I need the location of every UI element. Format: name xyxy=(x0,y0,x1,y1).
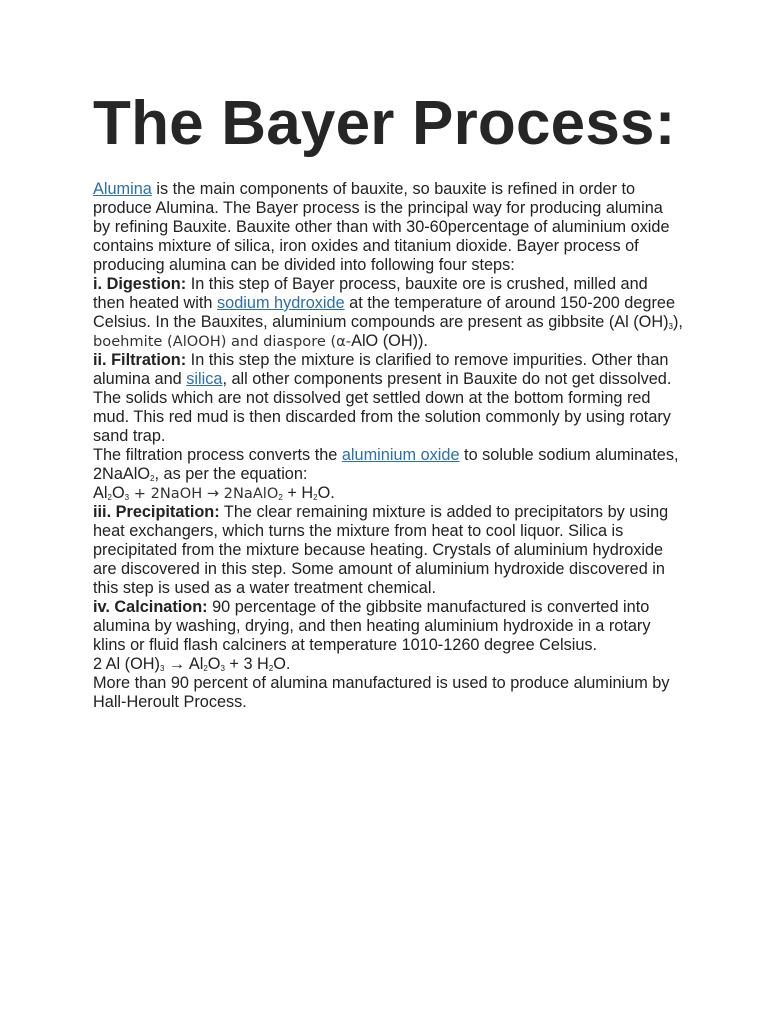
digestion-text-2: at the temperature of around 150-200 degree Celsius. In the Bauxites, aluminium compounds are present as gibbsite (Al (OH) xyxy=(93,294,676,331)
sodium-hydroxide-link[interactable]: sodium hydroxide xyxy=(217,294,345,312)
eq2-part-b-mid: O xyxy=(207,655,221,673)
digestion-text-1: In this step of Bayer process, bauxite ore is crushed, milled and then heated with xyxy=(93,275,648,312)
digestion-paragraph xyxy=(93,275,683,351)
intro-text: is the main components of bauxite, so bauxite is refined in order to produce Alumina. The Bayer process is the principal way for producing alumina by refining Bauxite. Bauxite other than with 30-60percentage of aluminium oxide contains mixture of silica, iron oxides and titanium dioxide. Bayer process of producing alumina can be divided into following four steps: xyxy=(93,180,670,274)
calcination-paragraph xyxy=(93,598,683,655)
digestion-text-3: ), xyxy=(672,313,683,331)
digestion-subscript: 3 xyxy=(668,322,673,331)
conversion-text-3: , as per the equation: xyxy=(154,465,308,483)
digestion-text-5: AlO (OH)). xyxy=(351,332,428,350)
document-body xyxy=(93,180,683,712)
eq1-sub-2: 3 xyxy=(124,493,130,502)
page-title: The Bayer Process: xyxy=(93,89,676,158)
calcination-text: 90 percentage of the gibbsite manufactured is converted into alumina by washing, drying, and then heating aluminium hydroxide in a rotary klins or fluid flash calciners at temperature 1010-1260 degree Celsius. xyxy=(93,598,651,654)
eq1-part-b: + 2NaOH → 2NaAlO xyxy=(129,485,279,502)
precipitation-heading: iii. Precipitation: xyxy=(93,503,220,521)
filtration-text-2: , all other components present in Bauxite do not get dissolved. The solids which are not dissolved get settled down at the bottom forming red mud. This red mud is then discarded from the solution commonly by using rotary sand trap. xyxy=(93,370,672,445)
eq2-sub-1: 3 xyxy=(159,664,165,673)
filtration-heading: ii. Filtration: xyxy=(93,351,187,369)
silica-link[interactable]: silica xyxy=(186,370,223,388)
eq1-part-c: + H xyxy=(282,484,314,502)
digestion-heading: i. Digestion: xyxy=(93,275,187,293)
eq1-part-d: O. xyxy=(317,484,335,502)
filtration-paragraph xyxy=(93,351,683,446)
eq2-part-b: → Al xyxy=(164,655,204,673)
aluminium-oxide-link[interactable]: aluminium oxide xyxy=(341,446,460,464)
eq2-sub-3: 3 xyxy=(220,664,225,673)
alumina-link[interactable]: Alumina xyxy=(93,180,152,198)
filtration-text-1: In this step the mixture is clarified to remove impurities. Other than alumina and xyxy=(93,351,669,388)
eq1-sub-4: 2 xyxy=(313,493,318,502)
eq2-part-d: O. xyxy=(273,655,291,673)
calcination-equation xyxy=(93,655,683,674)
eq1-part-a-mid: O xyxy=(111,484,125,502)
eq1-sub-3: 2 xyxy=(278,493,283,502)
eq1-part-a: Al xyxy=(93,484,108,502)
intro-paragraph xyxy=(93,180,683,275)
precipitation-paragraph xyxy=(93,503,683,598)
eq2-part-a: 2 Al (OH) xyxy=(93,655,160,673)
eq2-part-c: + 3 H xyxy=(224,655,269,673)
conversion-subscript: 2 xyxy=(150,474,155,483)
digestion-text-4: boehmite (AlOOH) and diaspore (α- xyxy=(93,333,352,350)
document-page xyxy=(93,88,683,712)
conversion-text-1: The filtration process converts the xyxy=(93,446,342,464)
conversion-text-2: to soluble sodium aluminates, 2NaAlO xyxy=(93,446,679,483)
closing-paragraph: More than 90 percent of alumina manufactured is used to produce aluminium by Hall-Heroult Process. xyxy=(93,674,670,711)
calcination-heading: iv. Calcination: xyxy=(93,598,208,616)
eq2-sub-4: 2 xyxy=(268,664,274,673)
eq1-sub-1: 2 xyxy=(107,493,112,502)
eq2-sub-2: 2 xyxy=(203,664,208,673)
precipitation-text: The clear remaining mixture is added to precipitators by using heat exchangers, which turns the mixture from heat to cool liquor. Silica is precipitated from the mixture because heating. Crystals of aluminium hydroxide are discovered in this step. Some amount of aluminium hydroxide discovered in this step is used as a water treatment chemical. xyxy=(93,503,669,597)
filtration-equation xyxy=(93,484,683,503)
filtration-conversion-paragraph xyxy=(93,446,683,484)
